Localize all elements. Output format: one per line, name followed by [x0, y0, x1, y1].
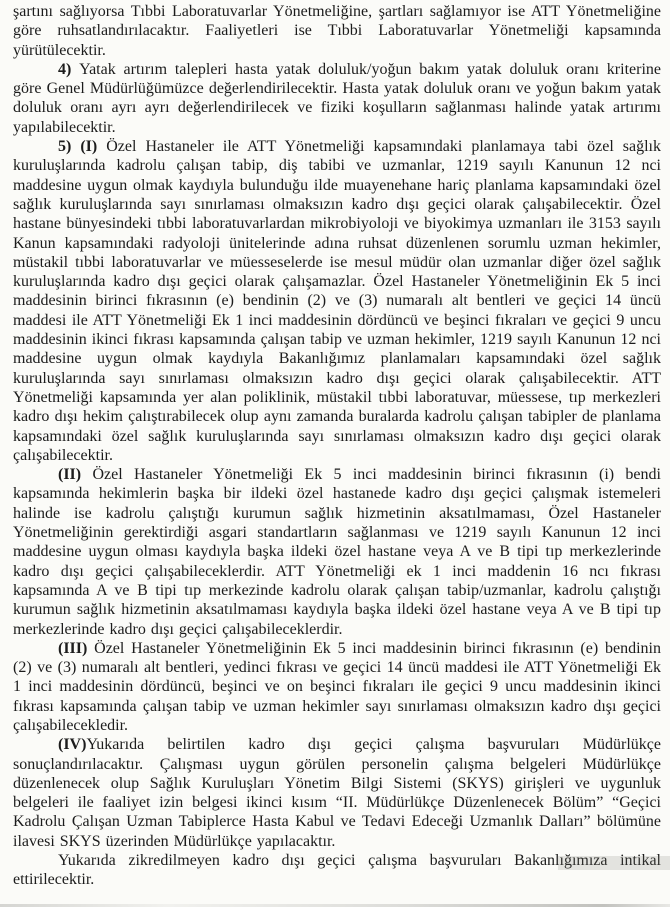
- paragraph-closing: [13, 851, 661, 890]
- clause-number-IV: (IV): [58, 736, 87, 754]
- paragraph-text: Yukarıda zikredilmeyen kadro dışı geçici çalışma başvuruları Bakanlığımıza intikal ettirilecektir.: [13, 852, 661, 889]
- paragraph-clause-IV: [13, 735, 661, 851]
- clause-number-4: 4): [58, 60, 80, 78]
- paragraph-continuation: [13, 2, 661, 60]
- page-text-block: [13, 2, 661, 890]
- clause-number-III: (III): [58, 639, 95, 657]
- paragraph-text: şartını sağlıyorsa Tıbbi Laboratuvarlar Yönetmeliğine, şartları sağlamıyor ise ATT Yönetmeliğine göre ruhsatlandırılacaktır. Faaliyetleri ise Tıbbi Laboratuvarlar Yönetmeliği kapsamında yürütülecektir.: [13, 3, 661, 59]
- paragraph-clause-II: [13, 465, 661, 639]
- paragraph-clause-5-I: [13, 137, 661, 465]
- clause-number-II: (II): [58, 466, 93, 484]
- paragraph-text: Yatak artırım talepleri hasta yatak doluluk/yoğun bakım yatak doluluk oranı kriterine göre Genel Müdürlüğümüzce değerlendirilecektir. Hasta yatak doluluk oranı ve yoğun bakım yatak doluluk oranı ayrı ayrı değerlendirilecek ve fiziki koşulların sağlanması halinde yatak artırımı yapılabilecektir.: [13, 60, 661, 136]
- clause-number-5-I: 5) (I): [58, 138, 107, 156]
- paragraph-text: Özel Hastaneler Yönetmeliğinin Ek 5 inci maddesinin birinci fıkrasının (e) bendinin (2) ve (3) numaralı alt bentleri, yedinci fıkrası ve geçici 14 üncü maddesi ile ATT Yönetmeliği Ek 1 inci maddesinin dördüncü, beşinci ve on beşinci fıkraları ile geçici 9 uncu maddesinin ikinci fıkrası kapsamında çalışan tabip ve uzman hekimler sayı sınırlaması olmaksızın kadro dışı geçici çalışabilecekledir.: [13, 639, 661, 734]
- paragraph-text: Özel Hastaneler ile ATT Yönetmeliği kapsamındaki planlamaya tabi özel sağlık kuruluşlarında kadrolu çalışan tabip, diş tabibi ve uzmanlar, 1219 sayılı Kanunun 12 nci maddesine uygun olmak kaydıyla bulunduğu ilde muayenehane hariç planlama kapsamındaki özel sağlık kuruluşlarında sayı sınırlaması olmaksızın kadro dışı geçici olarak çalışabilecektir. Özel hastane bünyesindeki tıbbi laboratuvarlardan mikrobiyoloji ve biyokimya uzmanları ile 3153 sayılı Kanun kapsamındaki radyoloji ünitelerinde adına ruhsat düzenlenen sorumlu uzman hekimler, müstakil tıbbi laboratuvarlar ve müesseselerde ise mesul müdür olan uzmanlar diğer özel sağlık kuruluşlarında kadro dışı geçici olarak çalışamazlar. Özel Hastaneler Yönetmeliğinin Ek 5 inci maddesinin birinci fıkrasının (e) bendinin (2) ve (3) numaralı alt bentleri ve geçici 14 üncü maddesi ile ATT Yönetmeliği Ek 1 inci maddesinin dördüncü ve beşinci fıkraları ve geçici 9 uncu maddesinin ikinci fıkrası kapsamında çalışan tabip ve uzman hekimler, 1219 sayılı Kanunun 12 nci maddesine uygun olmak kaydıyla Bakanlığımız planlamaları kapsamındaki özel sağlık kuruluşlarında sayı sınırlaması olmaksızın kadro dışı geçici olarak çalışabilecektir. ATT Yönetmeliği kapsamında yer alan poliklinik, müstakil tıbbi laboratuvar, müessese, tıp merkezleri kadro dışı hekim çalıştırabilecek olup aynı zamanda buralarda kadrolu çalışan tabipler de planlama kapsamındaki özel sağlık kuruluşlarında sayı sınırlaması olmaksızın kadro dışı geçici olarak çalışabilecektir.: [13, 138, 661, 464]
- paragraph-clause-4: [13, 60, 661, 137]
- paragraph-text: Yukarıda belirtilen kadro dışı geçici çalışma başvuruları Müdürlükçe sonuçlandırılacaktır. Çalışması uygun görülen personelin çalışma belgeleri Müdürlükçe düzenlenecek olup Sağlık Kuruluşları Yönetim Bilgi Sistemi (SKYS) girişleri ve uygunluk belgeleri ile faaliyet izin belgesi ikinci kısım “II. Müdürlükçe Düzenlenecek Bölüm” “Geçici Kadrolu Çalışan Uzman Tabiplerce Hasta Kabul ve Tedavi Edeceği Uzmanlık Dalları” bölümüne ilavesi SKYS üzerinden Müdürlükçe yapılacaktır.: [13, 736, 661, 850]
- paragraph-clause-III: [13, 639, 661, 735]
- paragraph-text: Özel Hastaneler Yönetmeliği Ek 5 inci maddesinin birinci fıkrasının (i) bendi kapsamında hekimlerin başka bir ildeki özel hastanede kadro dışı geçici çalışmak istemeleri halinde ise kadrolu çalıştığı kurumun sağlık hizmetinin aksatılmaması, Özel Hastaneler Yönetmeliğinin gerektirdiği asgari standartların sağlanması ve 1219 sayılı Kanunun 12 inci maddesine uygun olması kaydıyla başka ildeki özel hastane veya A ve B tipi tıp merkezlerinde kadro dışı geçici çalışabileceklerdir. ATT Yönetmeliği ek 1 inci maddenin 16 ncı fıkrası kapsamında A ve B tipi tıp merkezinde kadrolu olarak çalışan tabip/uzmanlar, kadrolu çalıştığı kurumun sağlık hizmetinin aksatılmaması kaydıyla başka ildeki özel hastane veya A ve B tipi tıp merkezlerinde kadro dışı geçici çalışabileceklerdir.: [13, 466, 661, 638]
